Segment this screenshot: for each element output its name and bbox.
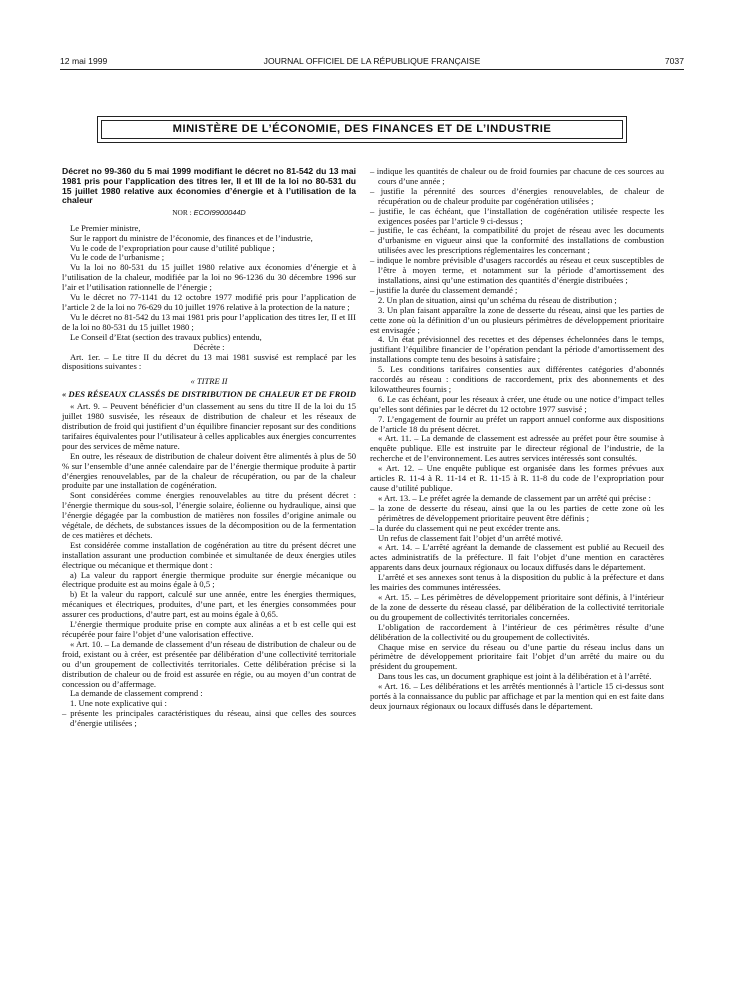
paragraph: Un refus de classement fait l’objet d’un arrêté motivé. bbox=[378, 532, 563, 543]
paragraph: « Art. 13. – Le préfet agrée la demande de classement par un arrêté qui précise : bbox=[378, 492, 651, 503]
decree-title: Décret no 99-360 du 5 mai 1999 modifiant le décret no 81-542 du 13 mai 1981 pris pour l’application des titres Ier, II et III de la loi no 80-531 du 15 juillet 1980 relative aux économies d’énergie et à l’utilisation de la chaleur bbox=[62, 166, 356, 206]
paragraph: Dans tous les cas, un document graphique est joint à la délibération et à l’arrêté. bbox=[378, 671, 652, 682]
left-paragraphs bbox=[62, 224, 356, 729]
paragraph: Vu le code de l’expropriation pour cause d’utilité publique ; bbox=[70, 242, 275, 253]
paragraph: Art. 1er. – Le titre II du décret du 13 mai 1981 susvisé est remplacé par les dispositions suivantes : bbox=[62, 351, 356, 372]
paragraph: « Art. 9. – Peuvent bénéficier d’un classement au sens du titre II de la loi du 15 juillet 1980 susvisée, les réseaux de distribution de chaleur et les réseaux de distribution de froid qui justifient d’un équilibre financier reposant sur des conditions tarifaires équivalentes pour l’utilisateur à celles applicables aux énergies concurrentes pour des services de même nature. bbox=[62, 401, 356, 451]
paragraph: Sur le rapport du ministre de l’économie, des finances et de l’industrie, bbox=[70, 232, 313, 243]
left-column bbox=[62, 167, 356, 729]
nor-label: NOR : bbox=[172, 208, 192, 218]
decree-nor bbox=[62, 209, 356, 218]
paragraph: a) La valeur du rapport énergie thermique produite sur énergie mécanique ou électrique produite est au moins égale à 0,5 ; bbox=[62, 569, 356, 590]
paragraph: 5. Les conditions tarifaires consenties aux différentes catégories d’abonnés raccordés au réseau : conditions de raccordement, prix des abonnements et des kilowattheures fournis ; bbox=[370, 364, 664, 394]
paragraph: – la zone de desserte du réseau, ainsi que la ou les parties de cette zone où les périmètres de développement prioritaire peuvent être définis ; bbox=[370, 502, 664, 523]
paragraph: Vu le décret no 81-542 du 13 mai 1981 pris pour l’application des titres Ier, II et III de la loi no 80-531 du 15 juillet 1980 ; bbox=[62, 311, 356, 332]
paragraph: 2. Un plan de situation, ainsi qu’un schéma du réseau de distribution ; bbox=[378, 294, 617, 305]
paragraph: Vu la loi no 80-531 du 15 juillet 1980 relative aux économies d’énergie et à l’utilisation de la chaleur, modifiée par la loi no 96-1236 du 30 décembre 1996 sur l’air et l’utilisation rationnelle de l’énergie ; bbox=[62, 262, 356, 293]
paragraph: – justifie, le cas échéant, la compatibilité du projet de réseau avec les documents d’urbanisme en vigueur ainsi que la conformité des installations de combustion utilisées avec les prescriptions réglementaires les concernant ; bbox=[370, 225, 664, 256]
paragraph: – justifie la durée du classement demandé ; bbox=[370, 284, 518, 295]
ministry-title: MINISTÈRE DE L’ÉCONOMIE, DES FINANCES ET DE L’INDUSTRIE bbox=[101, 120, 623, 139]
paragraph: – indique le nombre prévisible d’usagers raccordés au réseau et ceux susceptibles de l’être à moyen terme, et notamment sur la période d’amortissement des installations, ainsi qu’une estimation des quantités d’énergie distribuées ; bbox=[370, 255, 664, 285]
header-rule bbox=[60, 69, 684, 70]
paragraph: « DES RÉSEAUX CLASSÉS DE DISTRIBUTION DE CHALEUR ET DE FROID bbox=[62, 389, 356, 400]
paragraph: Décrète : bbox=[193, 341, 225, 352]
paragraph: En outre, les réseaux de distribution de chaleur doivent être alimentés à plus de 50 % sur l’ensemble d’une année calendaire par de l’énergie thermique produite à partir d’énergies renouvelables, par de la chaleur de récupération, ou par de la chaleur produite par une installation de cogénération. bbox=[62, 450, 356, 491]
paragraph: 7. L’engagement de fournir au préfet un rapport annuel conforme aux dispositions de l’article 18 du présent décret. bbox=[370, 413, 664, 434]
paragraph: « Art. 16. – Les délibérations et les arrêtés mentionnés à l’article 15 ci-dessus sont portés à la connaissance du public par affichage et par la mention qui en est faite dans deux journaux régionaux ou locaux diffusés dans le département. bbox=[370, 681, 664, 711]
header-page-number: 7037 bbox=[664, 56, 684, 66]
paragraph: 3. Un plan faisant apparaître la zone de desserte du réseau, ainsi que les parties de cette zone où la définition d’un ou plusieurs périmètres de développement prioritaire est envisagée ; bbox=[370, 304, 664, 335]
paragraph: – justifie la pérennité des sources d’énergies renouvelables, de chaleur de récupération ou de chaleur produite par cogénération utilisées ; bbox=[370, 185, 664, 206]
paragraph: Sont considérées comme énergies renouvelables au titre du présent décret : l’énergie thermique du sous-sol, l’énergie solaire, éolienne ou hydraulique, ainsi que l’énergie dégagée par la combustion de matières non fossiles d’origine animale ou végétale, de déchets, de substances issues de la décomposition ou de la fermentation de ces matières et déchets. bbox=[62, 490, 356, 540]
paragraph: 4. Un état prévisionnel des recettes et des dépenses échelonnées dans le temps, justifiant l’équilibre financier de l’opération pendant la période d’amortissement des installations compte tenu des besoins à satisfaire ; bbox=[370, 334, 664, 365]
ministry-box bbox=[97, 116, 627, 143]
nor-code: ECOI9900044D bbox=[193, 208, 246, 218]
paragraph: b) Et la valeur du rapport, calculé sur une année, entre les énergies thermiques, mécaniques et électriques, produites, d’une part, et les énergies consommées pour assurer ces productions, d’autre part, est au moins égale à 0,65. bbox=[62, 589, 356, 620]
paragraph: Le Conseil d’Etat (section des travaux publics) entendu, bbox=[70, 331, 262, 342]
header-date: 12 mai 1999 bbox=[60, 56, 108, 66]
paragraph: Chaque mise en service du réseau ou d’une partie du réseau inclus dans un périmètre de développement prioritaire fait l’objet d’un arrêté du maire ou du président du groupement. bbox=[370, 641, 664, 672]
right-column bbox=[370, 167, 664, 712]
paragraph: L’énergie thermique produite prise en compte aux alinéas a et b est celle qui est récupérée pour faire l’objet d’une valorisation effective. bbox=[62, 619, 356, 640]
paragraph: « TITRE II bbox=[190, 376, 228, 387]
paragraph: – indique les quantités de chaleur ou de froid fournies par chacune de ces sources au cours d’une année ; bbox=[370, 166, 664, 186]
paragraph: L’obligation de raccordement à l’intérieur de ces périmètres résulte d’une délibération de la collectivité ou du groupement de collectivités. bbox=[370, 621, 664, 642]
paragraph: Est considérée comme installation de cogénération au titre du présent décret une installation assurant une production combinée et simultanée de deux énergies utiles électrique ou mécanique et thermique dont : bbox=[62, 539, 356, 570]
paragraph: Vu le code de l’urbanisme ; bbox=[70, 252, 165, 263]
paragraph: La demande de classement comprend : bbox=[70, 688, 203, 699]
right-paragraphs bbox=[370, 167, 664, 712]
paragraph: 6. Le cas échéant, pour les réseaux à créer, une étude ou une notice d’impact telles qu’elles sont définies par le décret du 12 octobre 1977 susvisé ; bbox=[370, 393, 664, 414]
paragraph: – présente les principales caractéristiques du réseau, ainsi que celles des sources d’énergie utilisées ; bbox=[62, 708, 356, 729]
paragraph: « Art. 12. – Une enquête publique est organisée dans les formes prévues aux articles R. 11-4 à R. 11-14 et R. 11-15 à R. 11-8 du code de l’expropriation pour cause d’utilité publique. bbox=[370, 463, 664, 493]
paragraph: « Art. 10. – La demande de classement d’un réseau de distribution de chaleur ou de froid, existant ou à créer, est présentée par délibération d’une collectivité territoriale ou d’un groupement de collectivités territoriales. Cette délibération précise si la distribution de chaleur ou de froid est assurée en régie, ou au moyen d’un contrat de concession ou d’affermage. bbox=[62, 638, 356, 689]
paragraph: L’arrêté et ses annexes sont tenus à la disposition du public à la préfecture et dans les mairies des communes intéressées. bbox=[370, 572, 664, 593]
paragraph: « Art. 14. – L’arrêté agréant la demande de classement est publié au Recueil des actes administratifs de la préfecture. Il fait l’objet d’une mention en caractères apparents dans deux journaux régionaux ou locaux diffusés dans le département. bbox=[370, 542, 664, 573]
paragraph: « Art. 11. – La demande de classement est adressée au préfet pour être soumise à enquête publique. Elle est instruite par le directeur régional de l’industrie, de la recherche et de l’environnement. Les autres services intéressés sont consultés. bbox=[370, 433, 664, 464]
paragraph: Le Premier ministre, bbox=[70, 222, 141, 233]
paragraph: 1. Une note explicative qui : bbox=[70, 698, 167, 709]
paragraph: – justifie, le cas échéant, que l’installation de cogénération utilisée respecte les exigences posées par l’article 9 ci-dessus ; bbox=[370, 205, 664, 226]
header-journal-title: JOURNAL OFFICIEL DE LA RÉPUBLIQUE FRANÇAISE bbox=[263, 56, 481, 66]
paragraph: – la durée du classement qui ne peut excéder trente ans. bbox=[370, 522, 561, 533]
paragraph: Vu le décret no 77-1141 du 12 octobre 1977 modifié pris pour l’application de l’article 2 de la loi no 76-629 du 10 juillet 1976 relative à la protection de la nature ; bbox=[62, 292, 356, 313]
paragraph: « Art. 15. – Les périmètres de développement prioritaire sont définis, à l’intérieur de la zone de desserte du réseau classé, par délibération de la collectivité territoriale ou du groupement de collectivités territoriales concernées. bbox=[370, 591, 664, 622]
